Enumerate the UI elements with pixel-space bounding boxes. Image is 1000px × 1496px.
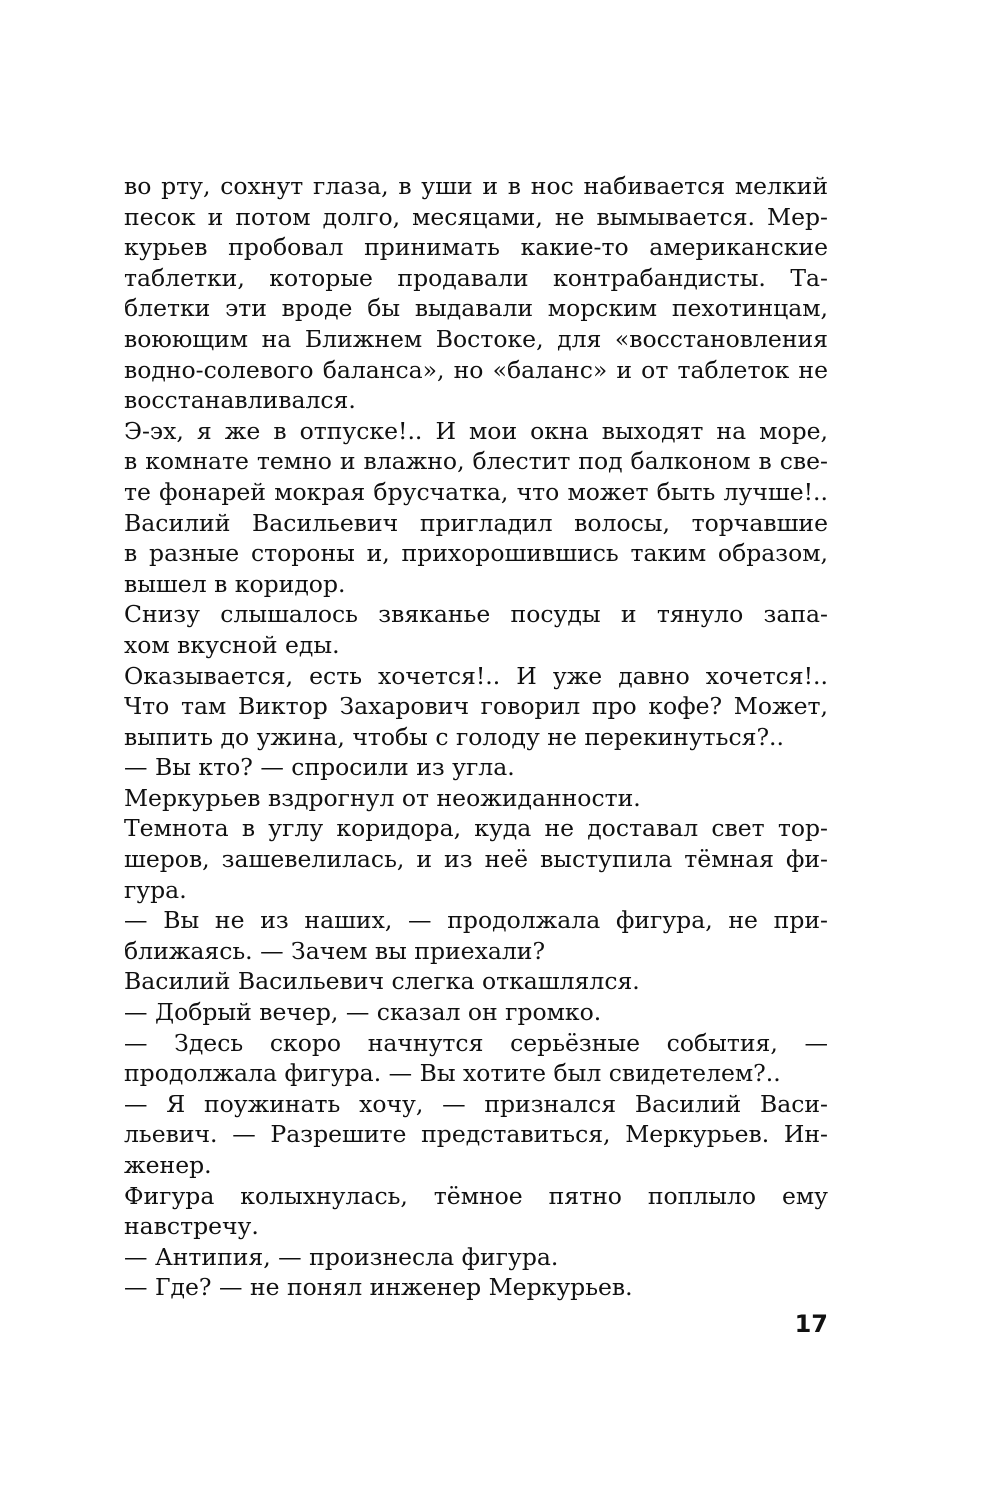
page-number: 17 xyxy=(794,1310,828,1338)
text-line: Василий Васильевич слегка откашлялся. xyxy=(124,967,640,996)
text-line: — Я поужинать хочу, — признался Василий Васи- xyxy=(124,1089,828,1118)
text-line: Оказывается, есть хочется!.. И уже давно хочется!.. xyxy=(124,661,828,690)
text-line: восстанавливался. xyxy=(124,386,356,415)
text-line: ближаясь. — Зачем вы приехали? xyxy=(124,936,546,965)
text-line: выпить до ужина, чтобы с голоду не перекинуться?.. xyxy=(124,722,784,751)
text-line: Э-эх, я же в отпуске!.. И мои окна выходят на море, xyxy=(124,416,828,445)
text-line: — Вы не из наших, — продолжала фигура, не при- xyxy=(124,906,828,935)
text-line: Что там Виктор Захарович говорил про кофе? Может, xyxy=(124,692,828,721)
text-line: продолжала фигура. — Вы хотите был свидетелем?.. xyxy=(124,1059,781,1088)
text-line: курьев пробовал принимать какие-то американские xyxy=(124,233,828,262)
text-line: таблетки, которые продавали контрабандисты. Та- xyxy=(124,263,828,292)
text-line: льевич. — Разрешите представиться, Меркурьев. Ин- xyxy=(124,1120,828,1149)
text-line: в комнате темно и влажно, блестит под балконом в све- xyxy=(124,447,828,476)
text-line: гура. xyxy=(124,875,187,904)
text-line: Снизу слышалось звяканье посуды и тянуло запа- xyxy=(124,600,828,629)
text-line: женер. xyxy=(124,1151,212,1179)
text-line: — Где? — не понял инженер Меркурьев. xyxy=(124,1273,633,1302)
text-line: Темнота в углу коридора, куда не доставал свет тор- xyxy=(124,814,828,843)
page-body-text xyxy=(124,171,828,1303)
text-line: хом вкусной еды. xyxy=(124,630,340,659)
text-line: — Антипия, — произнесла фигура. xyxy=(124,1242,559,1271)
text-line: Василий Васильевич пригладил волосы, торчавшие xyxy=(124,508,828,537)
text-line: песок и потом долго, месяцами, не вымывается. Мер- xyxy=(124,202,828,231)
text-line: в разные стороны и, прихорошившись таким образом, xyxy=(124,539,828,568)
text-line: воюющим на Ближнем Востоке, для «восстановления xyxy=(124,324,828,353)
text-line: водно-солевого баланса», но «баланс» и от таблеток не xyxy=(124,355,828,384)
text-line: — Добрый вечер, — сказал он громко. xyxy=(124,998,602,1027)
text-line: во рту, сохнут глаза, в уши и в нос набивается мелкий xyxy=(124,172,828,200)
text-line: — Вы кто? — спросили из угла. xyxy=(124,753,515,782)
text-line: те фонарей мокрая брусчатка, что может быть лучше!.. xyxy=(124,477,828,506)
text-line: Меркурьев вздрогнул от неожиданности. xyxy=(124,783,641,812)
text-line: — Здесь скоро начнутся серьёзные события, — xyxy=(124,1028,828,1057)
text-line: блетки эти вроде бы выдавали морским пехотинцам, xyxy=(124,294,828,323)
text-line: шеров, зашевелилась, и из неё выступила тёмная фи- xyxy=(124,845,828,874)
text-line: навстречу. xyxy=(124,1212,259,1241)
text-line: Фигура колыхнулась, тёмное пятно поплыло ему xyxy=(124,1181,828,1210)
text-line: вышел в коридор. xyxy=(124,569,346,598)
